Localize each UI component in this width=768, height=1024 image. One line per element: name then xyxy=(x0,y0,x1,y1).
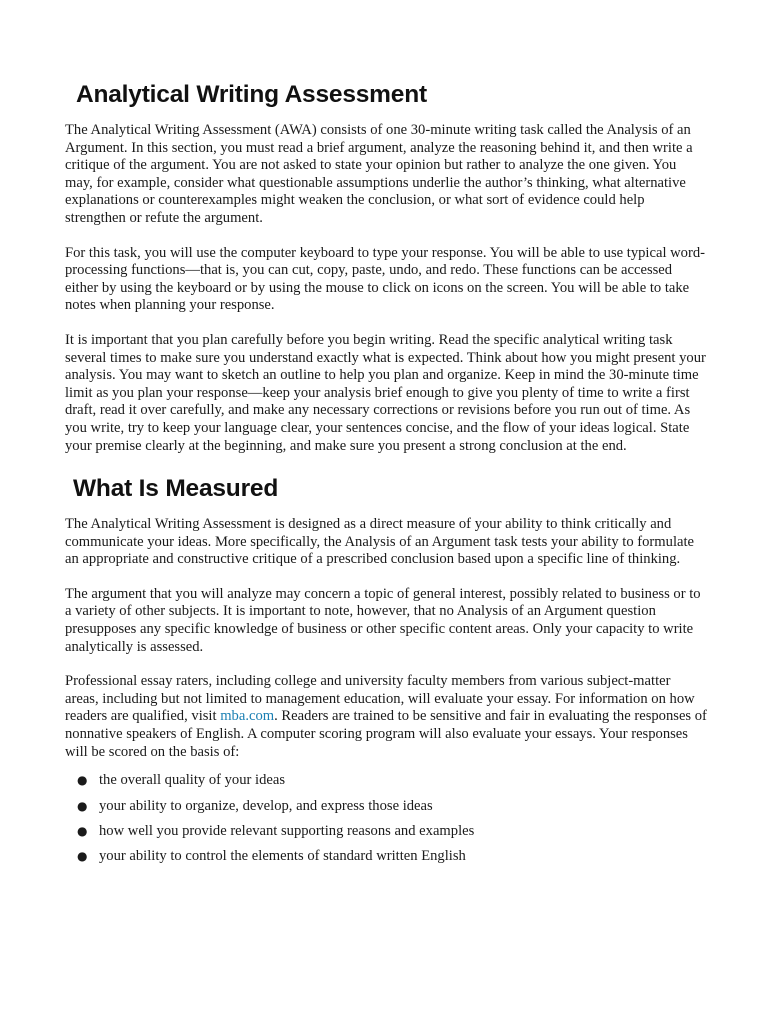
list-item-text: your ability to control the elements of standard written English xyxy=(99,848,466,865)
paragraph-text-after-link: . Readers are trained to be sensitive and fair in evaluating the responses of nonnative speakers of English. A computer scoring program will also evaluate your essays. Your responses will be scored on the basis of: xyxy=(65,708,707,760)
measured-paragraph-1: The Analytical Writing Assessment is designed as a direct measure of your ability to think critically and communicate your ideas. More specifically, the Analysis of an Argument task tests your ability to formulate an appropriate and constructive critique of a prescribed conclusion based upon a specific line of thinking. xyxy=(65,516,695,568)
scoring-criteria-list xyxy=(65,772,707,866)
list-item-text: the overall quality of your ideas xyxy=(99,772,286,789)
bullet-icon: ● xyxy=(77,849,88,864)
section-heading-what-is-measured: What Is Measured xyxy=(73,475,279,503)
awa-paragraph-3: It is important that you plan carefully before you begin writing. Read the specific analytical writing task several times to make sure you understand exactly what is expected. Think about how you might present your analysis. You may want to sketch an outline to help you plan and organize. Keep in mind the 30-minute time limit as you plan your response—keep your analysis brief enough to give you plenty of time to write a first draft, read it over carefully, and make any necessary corrections or revisions before you run out of time. As you write, try to keep your language clear, your sentences concise, and the flow of your ideas logical. State your premise clearly at the beginning, and make sure you present a strong conclusion at the end. xyxy=(65,331,706,454)
awa-paragraph-2: For this task, you will use the computer keyboard to type your response. You will be able to use typical word-processing functions—that is, you can cut, copy, paste, undo, and redo. These functions can be accessed either by using the keyboard or by using the mouse to click on icons on the screen. You will be able to take notes when planning your response. xyxy=(65,244,705,314)
list-item xyxy=(65,798,707,816)
bullet-icon: ● xyxy=(77,773,88,788)
list-item xyxy=(65,823,707,841)
measured-paragraph-2: The argument that you will analyze may concern a topic of general interest, possibly related to business or to a variety of other subjects. It is important to note, however, that no Analysis of an Argument question presupposes any specific knowledge of business or other specific content areas. Only your capacity to write analytically is assessed. xyxy=(65,585,701,655)
bullet-icon: ● xyxy=(77,798,88,813)
list-item-text: how well you provide relevant supporting reasons and examples xyxy=(99,823,475,839)
measured-paragraph-3 xyxy=(65,673,707,761)
list-item xyxy=(65,772,707,790)
awa-paragraph-1: The Analytical Writing Assessment (AWA) consists of one 30-minute writing task called the Analysis of an Argument. In this section, you must read a brief argument, analyze the reasoning behind it, and then write a critique of the argument. You are not asked to state your opinion but rather to analyze the one given. You may, for example, consider what questionable assumptions underlie the author’s thinking, what alternative explanations or counterexamples might weaken the conclusion, or what sort of evidence could help strengthen or refute the argument. xyxy=(65,122,693,226)
section-heading-awa: Analytical Writing Assessment xyxy=(76,81,427,108)
list-item xyxy=(65,848,707,866)
list-item-text: your ability to organize, develop, and express those ideas xyxy=(99,797,433,814)
document-page xyxy=(65,78,707,874)
mba-link[interactable]: mba.com xyxy=(220,708,275,725)
bullet-icon: ● xyxy=(77,824,88,838)
paragraph-text-before-link: Professional essay raters, including college and university faculty members from various subject-matter areas, including but not limited to management education, will evaluate your essay. For information on how readers are qualified, visit xyxy=(65,673,695,725)
